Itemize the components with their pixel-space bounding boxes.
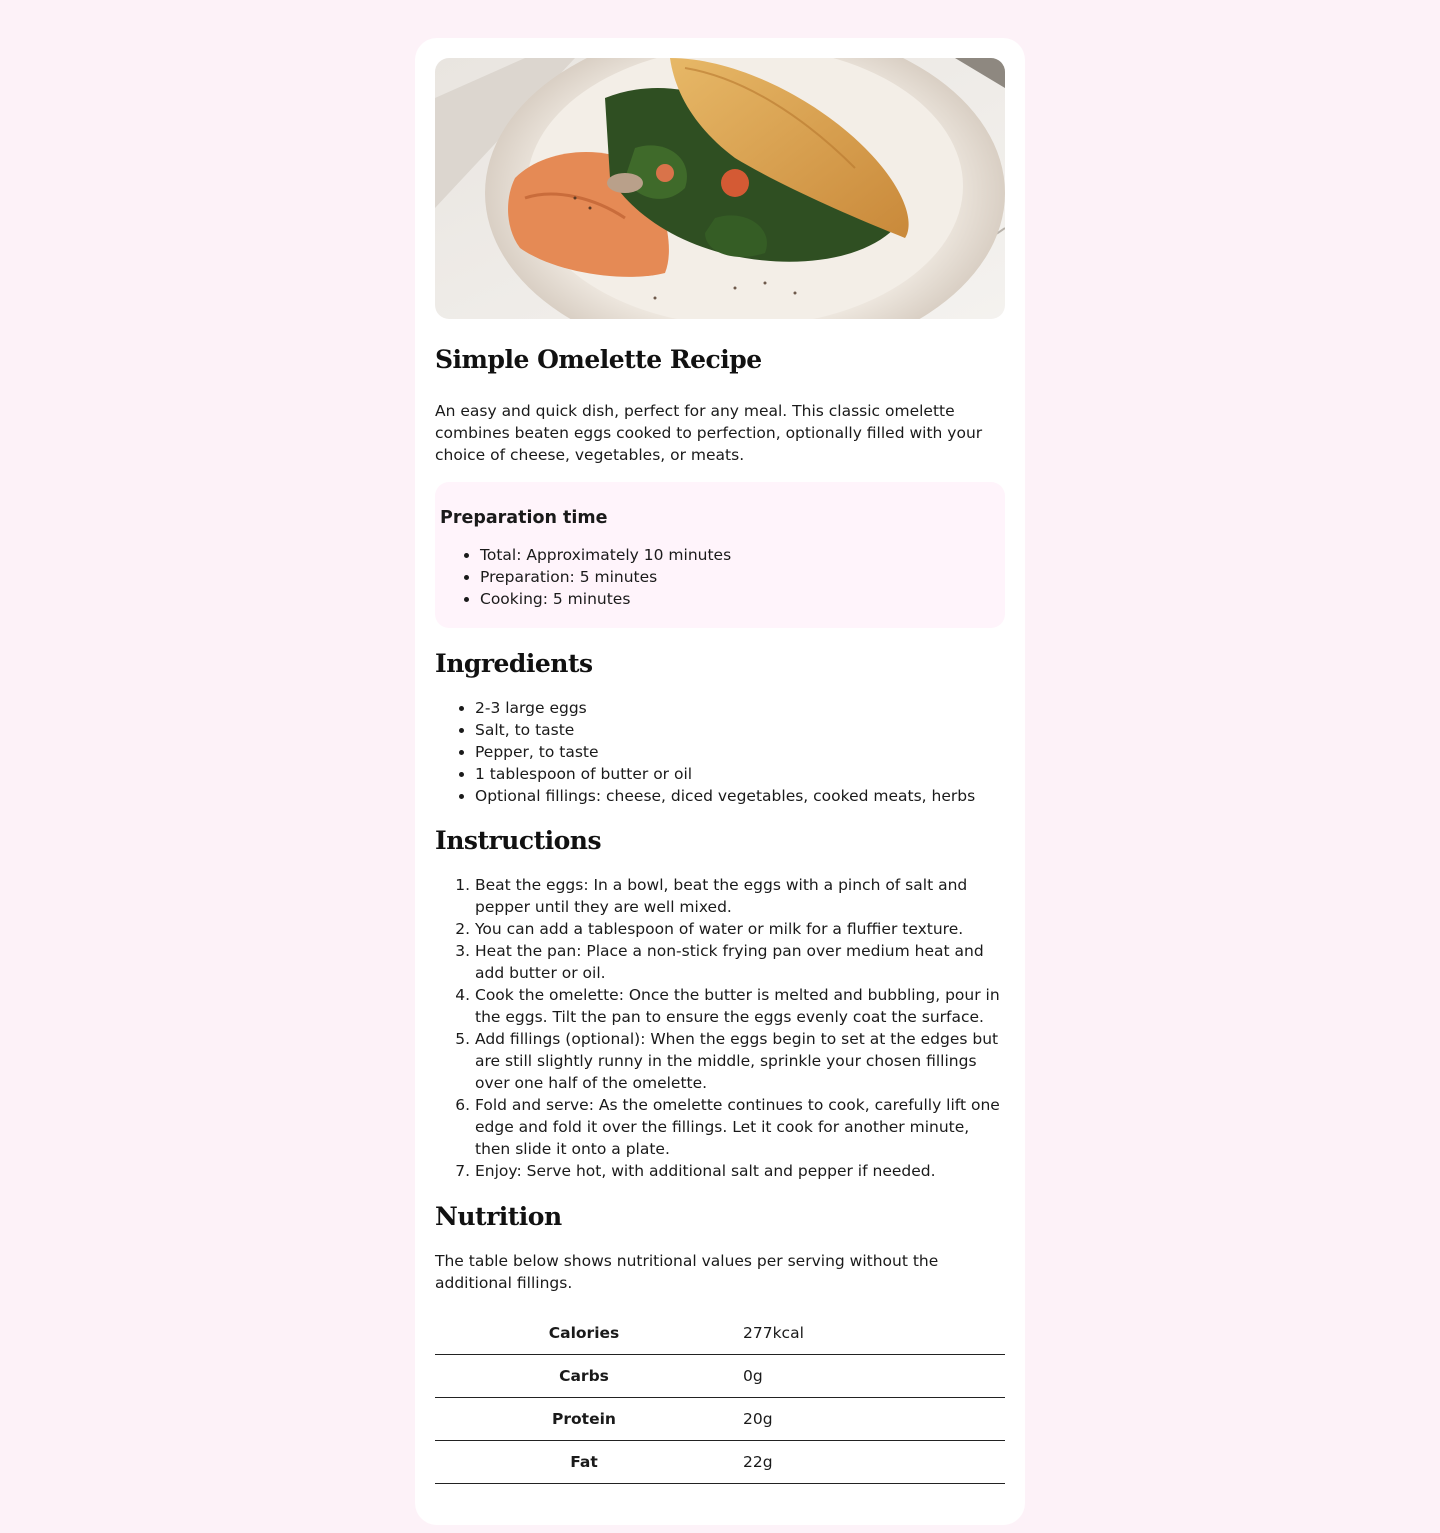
instruction-step: 2. You can add a tablespoon of water or milk for a fluffier texture. [475,918,1005,940]
recipe-image [435,58,1005,319]
nutrition-table [435,1312,1005,1484]
nutrition-value: 0g [733,1355,1005,1398]
instruction-step: 7. Enjoy: Serve hot, with additional salt and pepper if needed. [475,1160,1005,1182]
preparation-title: Preparation time [440,508,608,528]
nutrition-text: The table below shows nutritional values per serving without the additional fillings. [435,1252,939,1292]
nutrition-value: 20g [733,1398,1005,1441]
ingredient-item: • 1 tablespoon of butter or oil [475,763,1005,785]
instructions-list [435,874,1005,1182]
nutrition-value: 22g [733,1441,1005,1484]
instruction-step: 4. Cook the omelette: Once the butter is melted and bubbling, pour in the eggs. Tilt the pan to ensure the eggs evenly coat the surface. [475,984,1005,1028]
ingredient-item: • Pepper, to taste [475,741,1005,763]
recipe-intro: An easy and quick dish, perfect for any meal. This classic omelette combines beaten eggs cooked to perfection, optionally filled with your choice of cheese, vegetables, or meats. [435,402,983,464]
preparation-item: • Cooking: 5 minutes [480,588,1000,610]
table-row [435,1441,1005,1484]
table-row [435,1355,1005,1398]
preparation-box [435,482,1005,628]
table-row [435,1312,1005,1355]
table-row [435,1398,1005,1441]
nutrition-label: Calories [435,1312,733,1355]
nutrition-label: Protein [435,1398,733,1441]
preparation-list [440,544,1000,610]
ingredients-list [435,697,1005,807]
ingredient-item: • Salt, to taste [475,719,1005,741]
omelette-photo-icon [435,58,1005,319]
instructions-title: Instructions [435,826,602,855]
nutrition-label: Carbs [435,1355,733,1398]
recipe-card [415,38,1025,1525]
preparation-item: • Total: Approximately 10 minutes [480,544,1000,566]
ingredient-item: • 2-3 large eggs [475,697,1005,719]
recipe-title: Simple Omelette Recipe [435,345,762,374]
nutrition-value: 277kcal [733,1312,1005,1355]
instruction-step: 6. Fold and serve: As the omelette continues to cook, carefully lift one edge and fold it over the fillings. Let it cook for another minute, then slide it onto a plate. [475,1094,1005,1160]
instruction-step: 1. Beat the eggs: In a bowl, beat the eggs with a pinch of salt and pepper until they are well mixed. [475,874,1005,918]
instruction-step: 5. Add fillings (optional): When the eggs begin to set at the edges but are still slightly runny in the middle, sprinkle your chosen fillings over one half of the omelette. [475,1028,1005,1094]
ingredients-title: Ingredients [435,649,593,678]
nutrition-label: Fat [435,1441,733,1484]
nutrition-title: Nutrition [435,1202,562,1231]
ingredient-item: • Optional fillings: cheese, diced vegetables, cooked meats, herbs [475,785,1005,807]
preparation-item: • Preparation: 5 minutes [480,566,1000,588]
instruction-step: 3. Heat the pan: Place a non-stick frying pan over medium heat and add butter or oil. [475,940,1005,984]
